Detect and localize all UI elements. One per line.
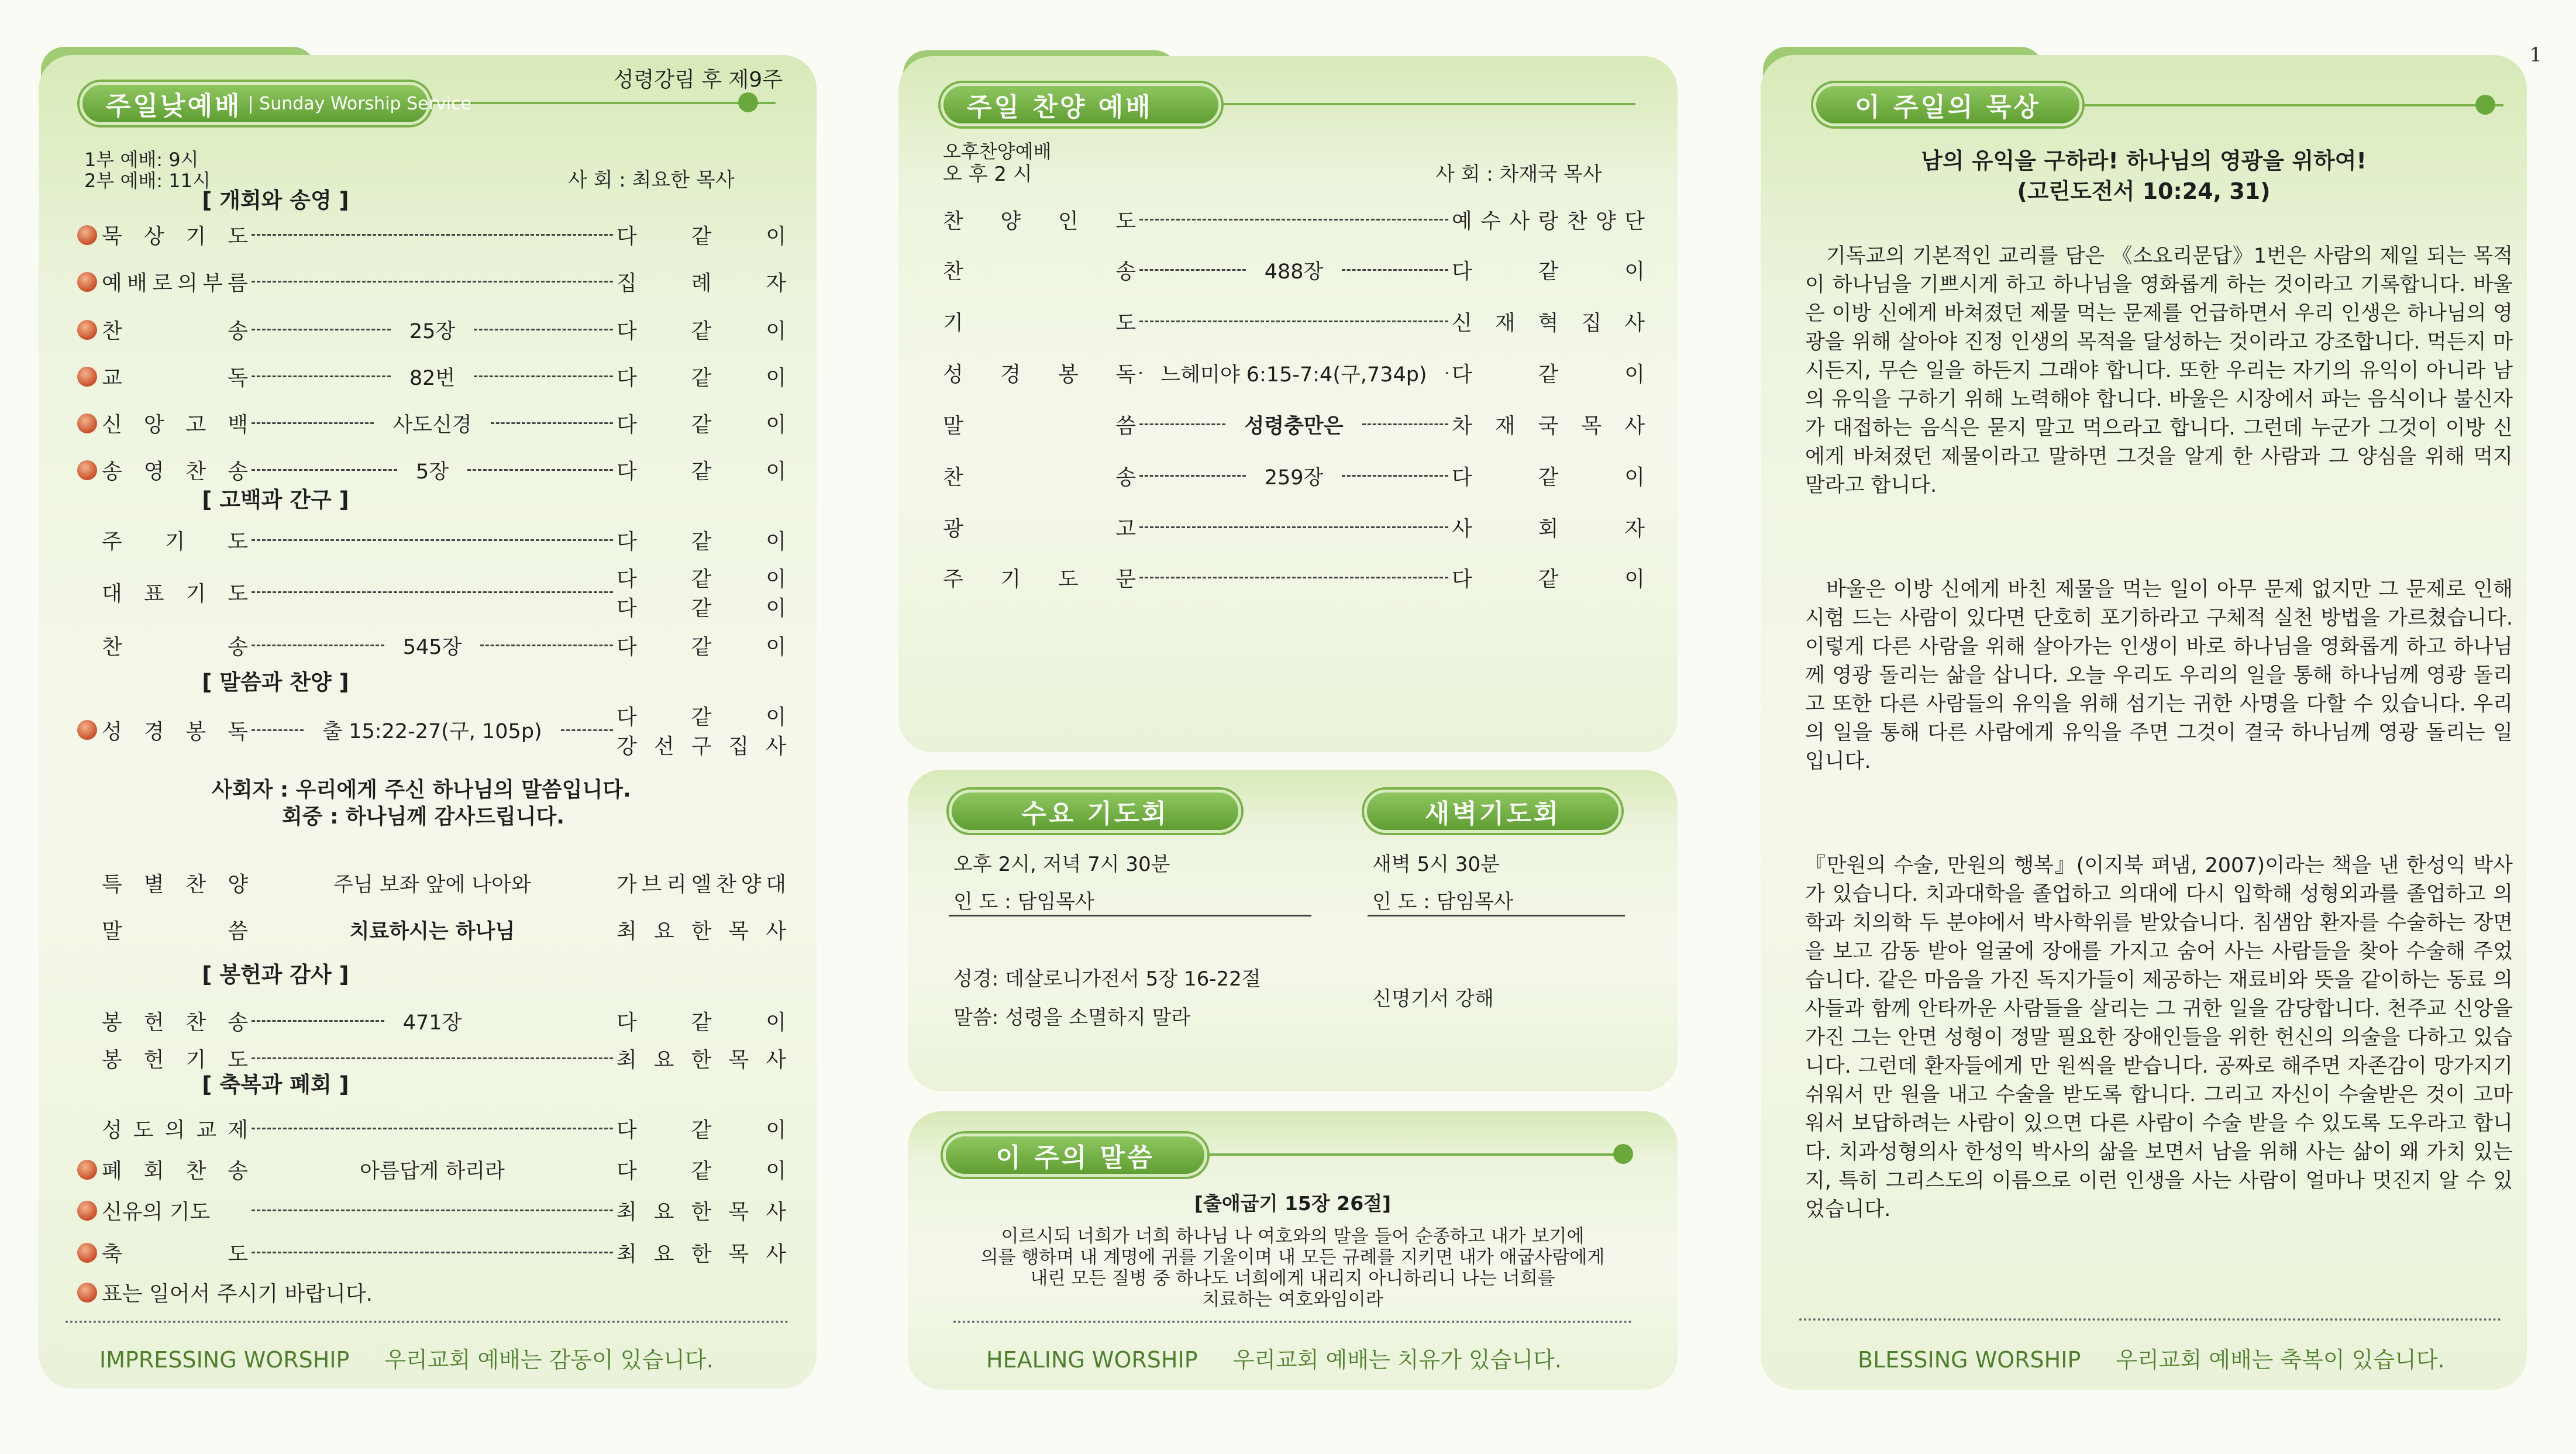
leader-dashes	[467, 469, 613, 471]
praise-service-name: 오후찬양예배	[943, 140, 1052, 163]
worship-row	[943, 512, 1645, 542]
row-detail: 느헤미야 6:15-7:4(구,734p)	[1160, 363, 1427, 387]
word-line-2: 의를 행하며 내 계명에 귀를 기울이며 내 모든 규례를 지키면 내가 애굽사람에게	[980, 1247, 1605, 1268]
row-detail: 주님 보좌 앞에 나아와	[333, 873, 531, 897]
title-sub: | Sunday Worship Service	[247, 93, 471, 114]
worship-row	[77, 915, 786, 945]
row-label: 신유의 기도	[102, 1200, 211, 1224]
leader-dashes	[491, 422, 613, 424]
row-label: 주 기 도	[102, 530, 248, 554]
right-panel	[1761, 55, 2527, 1390]
row-detail: 82번	[409, 366, 456, 390]
wed-bible: 성경: 데살로니가전서 5장 16-22절	[953, 967, 1261, 991]
stand-bullet-icon	[77, 367, 97, 387]
stand-bullet-icon	[77, 272, 97, 292]
row-person: 강 선 구 집 사	[617, 734, 786, 759]
row-person: 다 같 이	[617, 530, 786, 554]
word-of-week-title	[943, 1133, 1207, 1177]
wed-leader: 인 도 : 담임목사	[953, 890, 1094, 914]
worship-row	[77, 1155, 786, 1184]
leader-dashes	[1342, 475, 1448, 477]
row-person: 다 같 이	[617, 460, 786, 484]
leader-dashes	[252, 539, 613, 541]
sunday-worship-title	[80, 82, 471, 125]
right-footer-en: BLESSING WORSHIP	[1858, 1347, 2081, 1373]
dawn-time: 새벽 5시 30분	[1372, 853, 1500, 876]
response-congregation: 회중 : 하나님께 감사드립니다.	[282, 805, 564, 829]
row-person: 최 요 한 목 사	[617, 919, 786, 943]
stand-note-text: 표는 일어서 주시기 바랍니다.	[102, 1282, 373, 1306]
row-person: 다 같 이	[617, 319, 787, 343]
leader-dashes	[1446, 372, 1448, 374]
leader-dashes	[474, 329, 613, 330]
section-word: [ 말씀과 찬양 ]	[202, 670, 349, 695]
row-label: 성 경 봉 독	[102, 719, 248, 744]
praise-worship-title	[941, 83, 1221, 126]
row-detail: 치료하시는 하나님	[349, 919, 515, 943]
title-main: 주일낮예배	[106, 91, 242, 121]
leader-dashes	[252, 375, 391, 377]
row-person: 차 재 국 목 사	[1452, 414, 1645, 438]
stand-bullet-icon	[77, 225, 97, 245]
middle-panel-word	[908, 1111, 1678, 1390]
row-detail: 출 15:22-27(구, 105p)	[322, 720, 542, 743]
meditation-title	[1813, 83, 2082, 126]
row-person: 사 회 자	[1452, 517, 1645, 541]
word-line-1: 이르시되 너희가 너희 하나님 나 여호와의 말을 들어 순종하고 내가 보기에	[1001, 1226, 1585, 1247]
leader-dashes	[252, 1020, 384, 1022]
right-footer	[1858, 1342, 2445, 1374]
leader-dashes	[1139, 269, 1246, 271]
leader-dashes	[252, 281, 613, 282]
row-label: 광 고	[943, 517, 1136, 541]
leader-dashes	[252, 234, 613, 236]
praise-presider: 사 회 : 차재국 목사	[1435, 163, 1602, 186]
left-footer-rule	[66, 1321, 788, 1323]
word-of-week-title-text: 이 주의 말씀	[996, 1143, 1155, 1173]
row-label: 교 독	[102, 366, 248, 390]
row-label: 찬 양 인 도	[943, 209, 1136, 233]
leader-dashes	[1139, 321, 1448, 322]
leader-dashes	[252, 591, 613, 593]
row-label: 봉 헌 기 도	[102, 1048, 248, 1072]
worship-row	[77, 563, 786, 621]
leader-dashes	[1139, 372, 1142, 374]
row-label: 기 도	[943, 311, 1136, 335]
response-presider: 사회자 : 우리에게 주신 하나님의 말씀입니다.	[212, 778, 631, 802]
right-footer-rule	[1799, 1318, 2501, 1321]
row-person: 최 요 한 목 사	[617, 1048, 786, 1072]
worship-row	[77, 408, 786, 438]
leader-dashes	[474, 375, 613, 377]
right-footer-kr: 우리교회 예배는 축복이 있습니다.	[2116, 1347, 2445, 1373]
dawn-leader-rule	[1368, 915, 1625, 916]
wed-time: 오후 2시, 저녁 7시 30분	[953, 853, 1170, 876]
meditation-reference: (고린도전서 10:24, 31)	[2017, 178, 2271, 204]
section-confession: [ 고백과 간구 ]	[202, 487, 349, 512]
row-detail: 25장	[409, 319, 456, 343]
wed-sermon: 말씀: 성령을 소멸하지 말라	[953, 1006, 1191, 1029]
row-label: 말 씀	[102, 919, 248, 943]
section-closing: [ 축복과 폐회 ]	[202, 1072, 349, 1097]
leader-dashes	[252, 329, 391, 330]
worship-row	[943, 563, 1645, 592]
word-line-4: 치료하는 여호와임이라	[1202, 1289, 1383, 1310]
meditation-paragraph-1: 기독교의 기본적인 교리를 담은 《소요리문답》1번은 사람의 제일 되는 목적이 하나님을 기쁘시게 하고 하나님을 영화롭게 하는 것이라고 기록합니다. 바울은 이방 신에게 바쳐졌던 제물 먹는 문제를 언급하면서 우리 인생은 하나님의 영광을 위해 살아야 진정 인생의 목적을 달성하는 것이라고 강조합니다. 먹든지 마시든지, 무슨 일을 하든지 그래야 합니다. 또한 우리는 자기의 유익이 아니라 남의 유익을 구하기 위해 노력해야 합니다. 바울은 시장에서 파는 음식이나 불신자가 대접하는 음식은 묻지 말고 먹으라고 합니다. 그런데 누군가 그것이 이방 신에게 바쳐졌던 제물이라고 말하면 그것을 알게 한 사람과 그 양심을 위해 먹지 말라고 합니다.	[1805, 244, 2513, 497]
row-person: 다 같 이	[617, 567, 786, 591]
row-person: 다 같 이	[617, 596, 786, 621]
worship-row	[77, 525, 786, 555]
row-person: 다 같 이	[617, 413, 786, 437]
worship-row	[77, 1114, 786, 1143]
row-person: 다 같 이	[617, 1118, 786, 1142]
row-label: 찬 송	[102, 319, 248, 343]
worship-row	[77, 630, 786, 660]
service-time-2: 2부 예배: 11시	[84, 170, 211, 192]
dawn-prayer-title-text: 새벽기도회	[1424, 799, 1561, 829]
leader-dashes	[1139, 526, 1448, 528]
section-opening: [ 개회와 송영 ]	[202, 188, 349, 213]
worship-row	[77, 1006, 786, 1036]
leader-dashes	[252, 729, 304, 731]
left-footer-en: IMPRESSING WORSHIP	[99, 1347, 350, 1373]
presider: 사 회 : 최요한 목사	[568, 168, 735, 192]
row-person: 다 같 이	[1452, 466, 1645, 490]
row-person: 다 같 이	[1452, 260, 1645, 284]
row-detail: 아름답게 하리라	[360, 1159, 505, 1183]
row-label: 송 영 찬 송	[102, 460, 248, 484]
middle-title-rule	[1214, 103, 1635, 105]
leader-dashes	[1139, 577, 1448, 578]
row-detail: 545장	[402, 635, 462, 659]
row-label: 축 도	[102, 1242, 248, 1266]
worship-row	[943, 306, 1645, 336]
row-person: 다 같 이	[1452, 363, 1645, 387]
row-label: 성 경 봉 독	[943, 363, 1136, 387]
row-label: 봉 헌 찬 송	[102, 1011, 248, 1035]
stand-note	[77, 1277, 373, 1307]
praise-worship-title-text: 주일 찬양 예배	[967, 92, 1153, 122]
leader-dashes	[1362, 423, 1448, 425]
left-panel	[39, 55, 817, 1388]
praise-service-time: 오 후 2 시	[943, 163, 1032, 186]
row-person: 다 같 이	[617, 1159, 787, 1183]
meditation-title-text: 이 주일의 묵상	[1855, 92, 2041, 122]
worship-row	[943, 358, 1645, 388]
row-detail: 사도신경	[392, 413, 472, 437]
worship-row	[77, 267, 786, 297]
worship-row	[77, 868, 786, 898]
stand-bullet-icon	[77, 1243, 97, 1263]
right-title-dot	[2475, 95, 2495, 115]
row-person: 다 같 이	[617, 635, 786, 659]
leader-dashes	[252, 1252, 613, 1253]
leader-dashes	[252, 645, 384, 646]
row-label: 예 배 로 의 부 름	[102, 271, 248, 295]
row-label: 신 앙 고 백	[102, 413, 248, 437]
worship-row	[77, 220, 786, 250]
worship-row	[77, 315, 786, 344]
right-title-rule	[2071, 104, 2503, 106]
worship-row	[943, 461, 1645, 491]
row-person: 최 요 한 목 사	[617, 1242, 786, 1266]
row-label: 대 표 기 도	[102, 581, 248, 606]
row-person: 다 같 이	[617, 225, 786, 249]
word-reference: [출애굽기 15장 26절]	[1194, 1192, 1392, 1215]
leader-dashes	[1139, 219, 1448, 220]
row-label: 말 씀	[943, 414, 1136, 438]
row-person: 다 같 이	[617, 1011, 786, 1035]
leader-dashes	[252, 422, 374, 424]
leader-dashes	[252, 469, 397, 471]
stand-bullet-icon	[77, 720, 97, 740]
left-footer-kr: 우리교회 예배는 감동이 있습니다.	[384, 1347, 714, 1373]
row-label: 폐 회 찬 송	[102, 1159, 248, 1183]
page-number: 1	[2529, 43, 2542, 67]
row-detail: 성령충만은	[1244, 414, 1344, 438]
leader-dashes	[252, 1057, 613, 1059]
dawn-note: 신명기서 강해	[1372, 987, 1494, 1011]
middle-footer-kr: 우리교회 예배는 치유가 있습니다.	[1232, 1347, 1562, 1373]
worship-row	[77, 1195, 786, 1225]
middle-panel-top	[898, 56, 1678, 752]
dawn-prayer-title	[1364, 790, 1621, 833]
meditation-paragraph-2: 바울은 이방 신에게 바친 제물을 먹는 일이 아무 문제 없지만 그 문제로 인해 시험 드는 사람이 있다면 단호히 포기하라고 구체적 실천 방법을 가르쳤습니다. 이렇게 다른 사람을 위해 살아가는 인생이 바로 하나님을 영화롭게 하고 하나님께 영광 돌리는 삶을 삽니다. 오늘 우리도 우리의 일을 통해 하나님께 영광 돌리고 또한 다른 사람들의 유익을 위해 섬기는 귀한 사명을 다할 수 있습니다. 우리의 일을 통해 다른 사람에게 유익을 주면 그것이 결국 하나님께 영광 돌리는 일입니다.	[1805, 578, 2513, 773]
worship-row	[77, 361, 786, 391]
stand-bullet-icon	[77, 1160, 97, 1180]
row-label: 찬 송	[943, 466, 1136, 490]
worship-row	[77, 1238, 786, 1267]
leader-dashes	[1139, 475, 1246, 477]
row-label: 찬 송	[943, 260, 1136, 284]
row-person: 예 수 사 랑 찬 양 단	[1452, 209, 1645, 233]
word-title-rule	[1200, 1153, 1633, 1156]
middle-footer	[986, 1342, 1562, 1374]
section-offering: [ 봉헌과 감사 ]	[202, 962, 349, 987]
row-label: 묵 상 기 도	[102, 225, 248, 249]
row-person: 다 같 이	[617, 366, 787, 390]
row-detail: 5장	[415, 460, 449, 484]
word-text	[908, 1226, 1678, 1310]
left-footer	[99, 1342, 714, 1374]
row-person: 다 같 이	[617, 705, 787, 729]
wednesday-prayer-title-text: 수요 기도회	[1021, 799, 1169, 829]
row-person: 집 례 자	[617, 271, 786, 295]
leader-dashes	[1342, 269, 1448, 271]
stand-bullet-icon	[77, 460, 97, 480]
worship-row	[77, 701, 786, 759]
row-label: 특 별 찬 양	[102, 873, 248, 897]
worship-row	[943, 205, 1645, 235]
leader-dashes	[1139, 423, 1225, 425]
leader-dashes	[252, 1210, 613, 1211]
stand-bullet-icon	[77, 1201, 97, 1221]
leader-dashes	[252, 1128, 613, 1129]
row-detail: 471장	[402, 1011, 462, 1035]
row-label: 성 도 의 교 제	[102, 1118, 248, 1142]
leader-dashes	[480, 645, 613, 646]
middle-panel-prayer	[908, 770, 1678, 1091]
wednesday-prayer-title	[949, 790, 1241, 833]
service-time-1: 1부 예배: 9시	[84, 149, 199, 171]
row-detail: 259장	[1264, 466, 1324, 490]
row-person: 신 재 혁 집 사	[1452, 311, 1645, 335]
week-label: 성령강림 후 제9주	[613, 68, 783, 92]
stand-bullet-icon	[77, 414, 97, 433]
meditation-paragraph-3: 『만원의 수술, 만원의 행복』(이지북 펴냄, 2007)이라는 책을 낸 한성익 박사가 있습니다. 치과대학을 졸업하고 의대에 다시 입학해 성형외과를 졸업하고 의학과 치의학 두 분야에서 박사학위를 받았습니다. 침샘암 환자를 수술하는 장면을 보고 감동 받아 얼굴에 장애를 가지고 숨어 사는 사람들을 찾아 수술해 주었습니다. 같은 마음을 가진 독지가들이 제공하는 재료비와 뜻을 같이하는 동료 의사들과 함께 안타까운 사람들을 살리는 그 귀한 일을 감당합니다. 천주교 신앙을 가진 그는 안면 성형이 정말 필요한 장애인들을 위한 헌신의 의술을 다하고 있습니다. 그런데 환자들에게 만 원씩을 받습니다. 공짜로 해주면 자존감이 망가지기 쉬워서 만 원을 내고 수술을 받도록 합니다. 그리고 자신이 수술받은 것이 고마워서 보답하려는 사람이 있으면 다른 사람이 수술 받을 수 있도록 도우라고 합니다. 치과성형의사 한성익 박사의 삶을 보면서 남을 위해 사는 삶이 왜 가치 있는지, 특히 그리스도의 이름으로 이런 인생을 사는 사람이 얼마나 멋진지 알 수 있었습니다.	[1805, 854, 2513, 1221]
worship-row	[77, 455, 786, 485]
leader-dashes	[561, 729, 613, 731]
row-detail: 488장	[1264, 260, 1324, 284]
middle-footer-en: HEALING WORSHIP	[986, 1347, 1198, 1373]
row-label: 주 기 도 문	[943, 567, 1136, 591]
wed-leader-rule	[949, 915, 1311, 916]
title-dot	[738, 92, 758, 112]
middle-footer-rule	[953, 1321, 1632, 1323]
dawn-leader: 인 도 : 담임목사	[1372, 890, 1513, 914]
row-person: 다 같 이	[1452, 567, 1645, 591]
word-title-dot	[1613, 1144, 1633, 1164]
word-line-3: 내린 모든 질병 중 하나도 너희에게 내리지 아니하리니 나는 너희를	[1030, 1268, 1555, 1289]
row-person: 최 요 한 목 사	[617, 1200, 786, 1224]
stand-bullet-icon	[77, 1283, 97, 1303]
row-person: 가 브 리 엘 찬 양 대	[617, 873, 786, 897]
meditation-heading: 남의 유익을 구하라! 하나님의 영광을 위하여!	[1921, 148, 2367, 174]
row-label: 찬 송	[102, 635, 248, 659]
worship-row	[943, 255, 1645, 285]
worship-row	[943, 409, 1645, 439]
stand-bullet-icon	[77, 320, 97, 340]
